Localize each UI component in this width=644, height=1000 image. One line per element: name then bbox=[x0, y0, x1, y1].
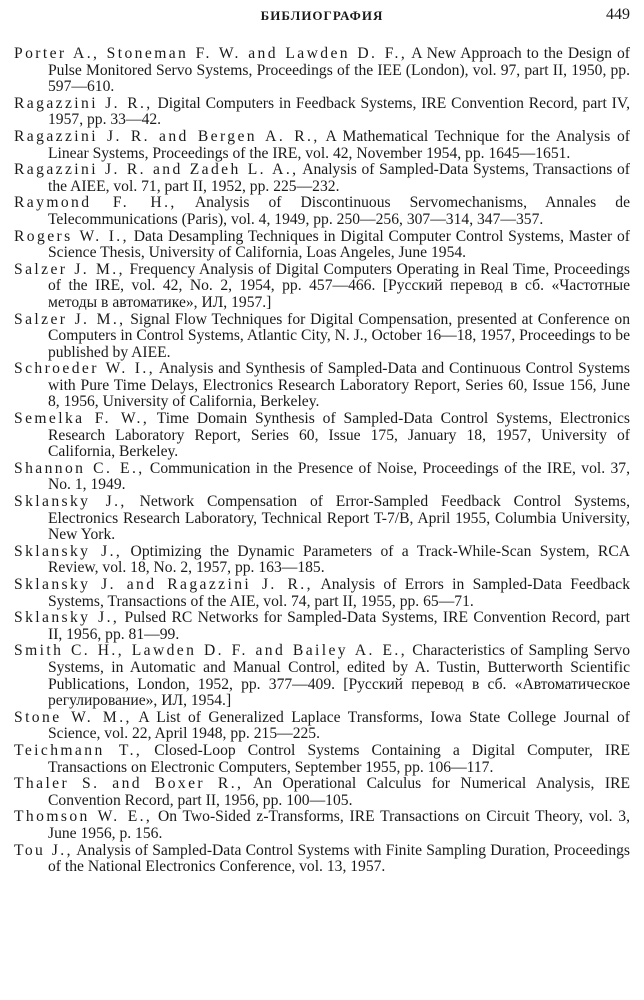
bibliography-entry bbox=[14, 361, 630, 411]
bibliography-entry bbox=[14, 229, 630, 262]
entry-text: A Mathematical Technique for the Analysis of Linear Systems, Proceedings of the IRE, vol. 42, November 1954, pp. 1645—1651. bbox=[48, 127, 630, 162]
entry-authors: Salzer J. M., bbox=[14, 260, 125, 278]
entry-text: Closed-Loop Control Systems Containing a Digital Computer, IRE Transactions on Electronic Computers, September 1955, pp. 106—117. bbox=[48, 741, 630, 776]
entry-authors: Stone W. M., bbox=[14, 708, 132, 726]
entry-text: Digital Computers in Feedback Systems, IRE Convention Record, part IV, 1957, pp. 33—42. bbox=[48, 94, 630, 129]
bibliography-entry bbox=[14, 461, 630, 494]
bibliography-entry bbox=[14, 195, 630, 228]
entry-authors: Shannon C. E., bbox=[14, 459, 145, 477]
bibliography-entry bbox=[14, 577, 630, 610]
entry-text: Communication in the Presence of Noise, Proceedings of the IRE, vol. 37, No. 1, 1949. bbox=[48, 459, 630, 494]
bibliography-entry bbox=[14, 809, 630, 842]
entry-text: Characteristics of Sampling Servo Systems, in Automatic and Manual Control, edited by A. Tustin, Butterworth Scientific Publications, London, 1952, pp. 377—409. [Русский перевод в сб. «Автоматическое регулирование», ИЛ, 1954.] bbox=[48, 642, 630, 710]
entry-text: Network Compensation of Error-Sampled Feedback Control Systems, Electronics Research Laboratory, Technical Report T-7/B, April 1955, Columbia University, New York. bbox=[48, 493, 631, 544]
entry-authors: Smith C. H., Lawden D. F. and Bailey A. E., bbox=[14, 642, 408, 660]
bibliography-entry bbox=[14, 129, 630, 162]
bibliography-entry bbox=[14, 743, 630, 776]
entry-authors: Thomson W. E., bbox=[14, 808, 153, 826]
entry-text: Time Domain Synthesis of Sampled-Data Control Systems, Electronics Research Laboratory Report, Series 60, Issue 175, January 18, 1957, University of California, Berkeley. bbox=[48, 410, 630, 461]
entry-authors: Ragazzini J. R., bbox=[14, 94, 153, 112]
bibliography-entry bbox=[14, 494, 630, 544]
entry-text: On Two-Sided z-Transforms, IRE Transactions on Circuit Theory, vol. 3, June 1956, p. 156. bbox=[48, 808, 630, 842]
entry-text: Optimizing the Dynamic Parameters of a Track-While-Scan System, RCA Review, vol. 18, No. 2, 1957, pp. 163—185. bbox=[48, 542, 630, 577]
entry-authors: Ragazzini J. R. and Zadeh L. A., bbox=[14, 161, 299, 179]
entry-text: Analysis of Sampled-Data Control Systems with Finite Sampling Duration, Proceedings of the National Electronics Conference, vol. 13, 1957. bbox=[48, 841, 630, 876]
entry-authors: Salzer J. M., bbox=[14, 310, 126, 328]
bibliography-entry bbox=[14, 710, 630, 743]
page-header bbox=[0, 8, 644, 28]
entry-text: Signal Flow Techniques for Digital Compensation, presented at Conference on Computers in Control Systems, Atlantic City, N. J., October 16—18, 1957, Proceedings to be published by AIEE. bbox=[48, 310, 630, 361]
entry-authors: Schroeder W. I., bbox=[14, 360, 155, 378]
entry-authors: Porter A., Stoneman F. W. and Lawden D. F., bbox=[14, 45, 408, 62]
entry-text: Analysis and Synthesis of Sampled-Data and Continuous Control Systems with Pure Time Delays, Electronics Research Laboratory Report, Series 60, Issue 156, June 8, 1956, University of California, Berkeley. bbox=[48, 360, 630, 411]
entry-authors: Sklansky J. and Ragazzini J. R., bbox=[14, 576, 313, 593]
entry-authors: Teichmann T., bbox=[14, 741, 143, 759]
entry-authors: Sklansky J., bbox=[14, 609, 120, 627]
entry-text: Analysis of Sampled-Data Systems, Transactions of the AIEE, vol. 71, part II, 1952, pp. 225—232. bbox=[48, 161, 630, 195]
entry-authors: Tou J., bbox=[14, 841, 73, 859]
bibliography-entry bbox=[14, 262, 630, 312]
entry-text: A New Approach to the Design of Pulse Monitored Servo Systems, Proceedings of the IEE (London), vol. 97, part II, 1950, pp. 597—610. bbox=[48, 45, 630, 96]
entry-text: Analysis of Errors in Sampled-Data Feedback Systems, Transactions of the AIE, vol. 74, part II, 1955, pp. 65—71. bbox=[48, 576, 630, 610]
entry-text: Frequency Analysis of Digital Computers Operating in Real Time, Proceedings of the IRE, vol. 42, No. 2, 1954, pp. 457—466. [Русский перевод в сб. «Частотные методы в автоматике», ИЛ, 1957.] bbox=[48, 260, 630, 311]
entry-authors: Raymond F. H., bbox=[14, 194, 177, 212]
entry-authors: Thaler S. and Boxer R., bbox=[14, 775, 244, 793]
entry-authors: Sklansky J., bbox=[14, 542, 123, 560]
bibliography-entry bbox=[14, 411, 630, 461]
entry-text: Pulsed RC Networks for Sampled-Data Systems, IRE Convention Record, part II, 1956, pp. 81—99. bbox=[48, 609, 630, 643]
bibliography-entry bbox=[14, 843, 630, 876]
bibliography-entry bbox=[14, 610, 630, 643]
bibliography-entry bbox=[14, 46, 630, 96]
bibliography-entry bbox=[14, 776, 630, 809]
bibliography-entry bbox=[14, 312, 630, 362]
entry-text: Data Desampling Techniques in Digital Computer Control Systems, Master of Science Thesis, University of California, Loas Angeles, June 1954. bbox=[48, 227, 630, 262]
entry-authors: Sklansky J., bbox=[14, 493, 127, 511]
entry-authors: Rogers W. I., bbox=[14, 227, 129, 245]
bibliography-entry bbox=[14, 643, 630, 709]
bibliography-entry bbox=[14, 162, 630, 195]
page-number: 449 bbox=[606, 6, 630, 23]
bibliography-entry bbox=[14, 96, 630, 129]
bibliography-entry bbox=[14, 544, 630, 577]
running-title: БИБЛИОГРАФИЯ bbox=[260, 8, 384, 23]
entry-authors: Semelka F. W., bbox=[14, 410, 150, 428]
bibliography-list bbox=[14, 46, 630, 876]
entry-text: Analysis of Discontinuous Servomechanisms, Annales de Telecommunications (Paris), vol. 4, 1949, pp. 250—256, 307—314, 347—357. bbox=[48, 194, 630, 228]
entry-text: An Operational Calculus for Numerical Analysis, IRE Convention Record, part II, 1956, pp. 100—105. bbox=[48, 775, 630, 809]
entry-text: A List of Generalized Laplace Transforms, Iowa State College Journal of Science, vol. 22, April 1948, pp. 215—225. bbox=[48, 708, 630, 743]
entry-authors: Ragazzini J. R. and Bergen A. R., bbox=[14, 127, 320, 145]
